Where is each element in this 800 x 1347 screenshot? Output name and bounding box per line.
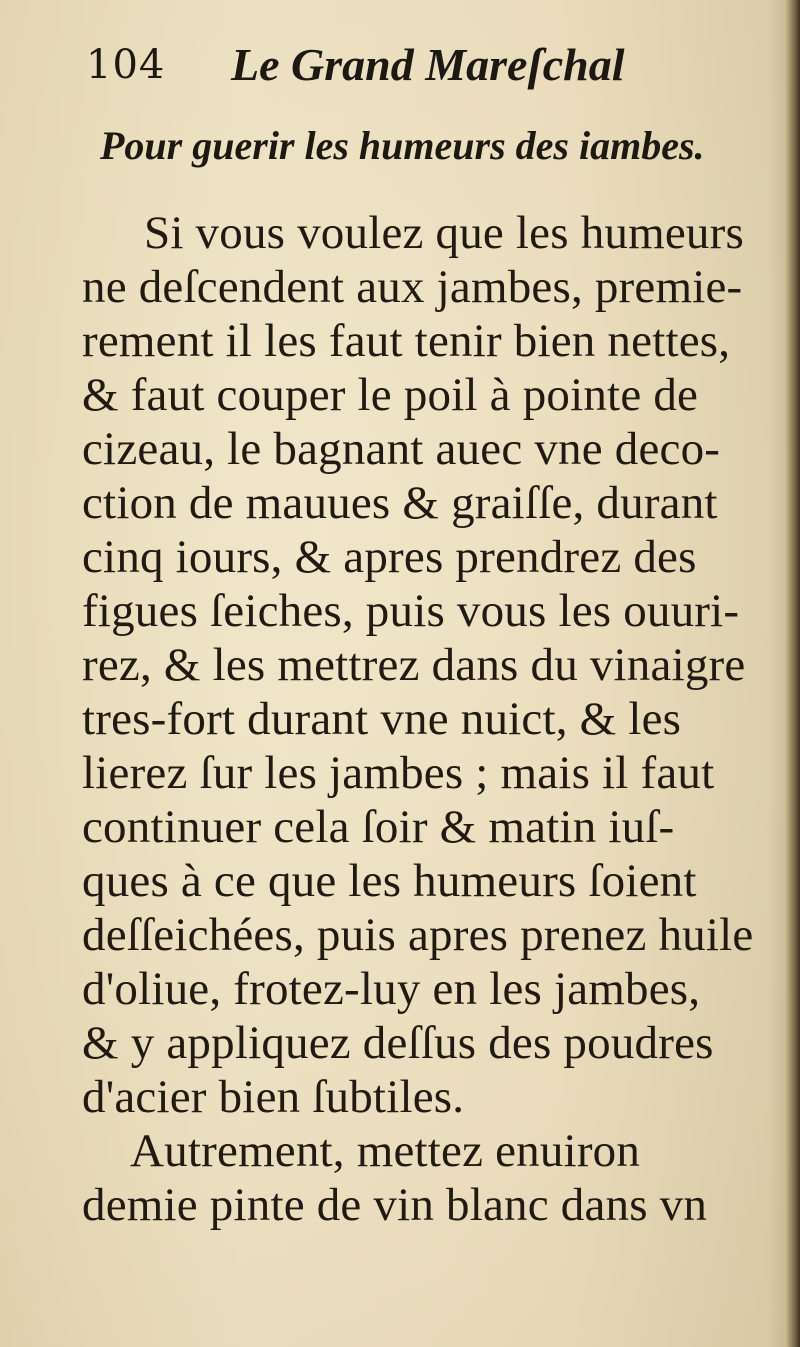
text-line: & y appliquez deſſus des poudres (82, 1017, 714, 1069)
text-line: figues ſeiches, puis vous les ouuri- (82, 585, 740, 637)
section-heading: Pour guerir les humeurs des iambes. (100, 123, 705, 168)
text-line: ne deſcendent aux jambes, premie- (82, 261, 743, 313)
running-title: Le Grand Mareſchal (231, 39, 625, 90)
text-line: tres-fort durant vne nuict, & les (82, 693, 682, 745)
page-binding-edge (786, 0, 800, 1347)
text-line: rez, & les mettrez dans du vinaigre (82, 639, 746, 691)
text-line: d'acier bien ſubtiles. (82, 1071, 465, 1123)
text-line: deſſeichées, puis apres prenez huile (82, 909, 754, 961)
text-line: Si vous voulez que les humeurs (144, 207, 744, 259)
text-line: Autrement, mettez enuiron (130, 1125, 641, 1177)
text-line: ction de mauues & graiſſe, durant (82, 477, 718, 529)
body-text (82, 206, 762, 1232)
text-line: ques à ce que les humeurs ſoient (82, 855, 697, 907)
text-line: rement il les faut tenir bien nettes, (82, 315, 731, 367)
text-line: cinq iours, & apres prendrez des (82, 531, 697, 583)
text-line: demie pinte de vin blanc dans vn (82, 1179, 708, 1231)
text-line: lierez ſur les jambes ; mais il faut (82, 747, 715, 799)
page-header (86, 38, 726, 98)
page-number: 104 (86, 42, 166, 88)
text-line: continuer cela ſoir & matin iuſ- (82, 801, 675, 853)
text-line: cizeau, le bagnant auec vne deco- (82, 423, 721, 475)
text-line: & faut couper le poil à pointe de (82, 369, 699, 421)
text-line: d'oliue, frotez-luy en les jambes, (82, 963, 701, 1015)
